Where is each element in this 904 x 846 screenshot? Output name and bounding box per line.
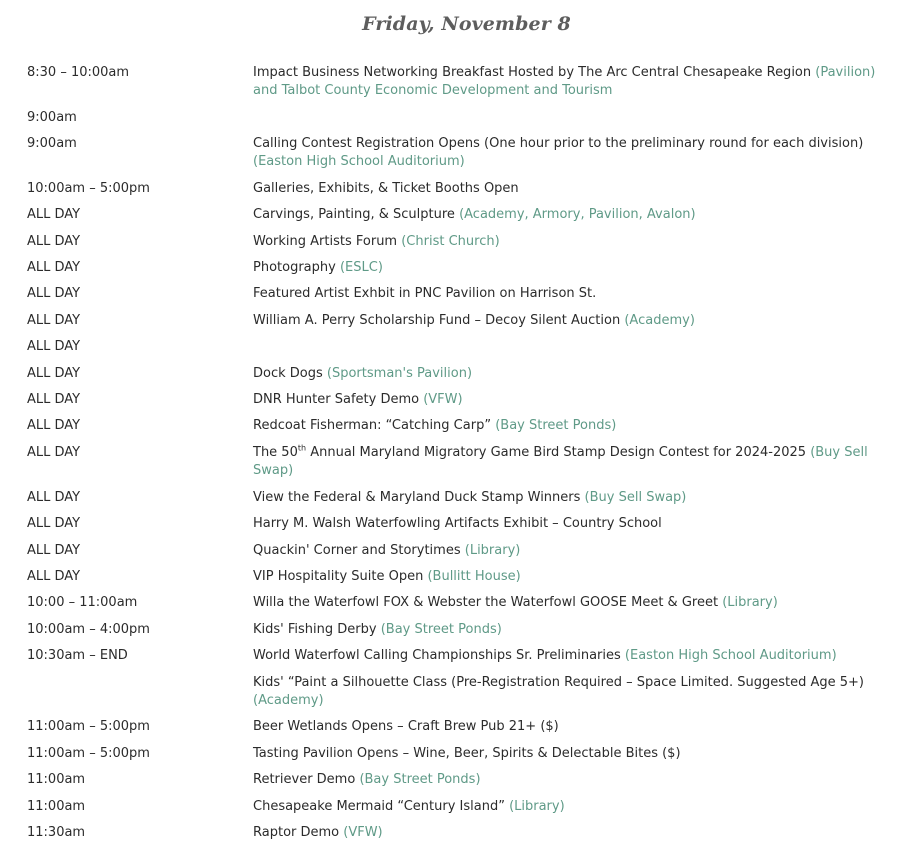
event-text: Calling Contest Registration Opens (One hour prior to the preliminary round for each division) — [253, 136, 864, 151]
event-location: (Easton High School Auditorium) — [253, 154, 465, 169]
event-text: Tasting Pavilion Opens – Wine, Beer, Spirits & Delectable Bites ($) — [253, 746, 681, 761]
event-description — [253, 417, 893, 435]
event-location: (Easton High School Auditorium) — [624, 648, 837, 663]
event-description — [253, 135, 893, 171]
event-text: William A. Perry Scholarship Fund – Decoy Silent Auction — [253, 313, 625, 328]
event-time: 10:00am – 5:00pm — [27, 181, 150, 196]
event-description — [253, 312, 893, 330]
event-location: (Buy Sell Swap) — [584, 490, 687, 505]
day-heading: Friday, November 8 — [362, 13, 571, 35]
event-location: (Bay Street Ponds) — [359, 772, 481, 787]
event-text: Kids' “Paint a Silhouette Class (Pre-Registration Required – Space Limited. Suggested Age 5+) — [253, 675, 864, 690]
event-description — [253, 718, 893, 736]
event-text: DNR Hunter Safety Demo — [253, 392, 424, 407]
event-text: Galleries, Exhibits, & Ticket Booths Open — [253, 181, 519, 196]
event-description — [253, 568, 893, 586]
event-description — [253, 674, 893, 710]
event-description — [253, 515, 893, 533]
event-time: ALL DAY — [27, 286, 81, 301]
event-description — [253, 365, 893, 383]
event-description — [253, 489, 893, 507]
event-time: ALL DAY — [27, 418, 81, 433]
event-time: 11:00am – 5:00pm — [27, 719, 150, 734]
event-text: Retriever Demo — [253, 772, 360, 787]
event-description — [253, 594, 893, 612]
event-time: 8:30 – 10:00am — [27, 65, 130, 80]
event-text: Carvings, Painting, & Sculpture — [253, 207, 460, 222]
event-description — [253, 391, 893, 409]
event-location: (VFW) — [423, 392, 463, 407]
event-time: ALL DAY — [27, 260, 81, 275]
event-time: ALL DAY — [27, 445, 81, 460]
event-description — [253, 621, 893, 639]
event-description — [253, 206, 893, 224]
event-location: (Library) — [722, 595, 778, 610]
event-text: Harry M. Walsh Waterfowling Artifacts Exhibit – Country School — [253, 516, 662, 531]
event-text: View the Federal & Maryland Duck Stamp Winners — [253, 490, 585, 505]
ordinal-suffix: th — [297, 443, 307, 453]
event-description — [253, 745, 893, 763]
event-time: ALL DAY — [27, 234, 81, 249]
event-location: (VFW) — [343, 825, 383, 840]
event-location: (Sportsman's Pavilion) — [326, 366, 473, 381]
event-location: (Bay Street Ponds) — [495, 418, 617, 433]
event-time: ALL DAY — [27, 207, 81, 222]
event-time: ALL DAY — [27, 569, 81, 584]
event-time: ALL DAY — [27, 490, 81, 505]
event-description — [253, 542, 893, 560]
event-text: Photography — [253, 260, 340, 275]
event-time: ALL DAY — [27, 366, 81, 381]
event-time: ALL DAY — [27, 339, 81, 354]
event-text: Quackin' Corner and Storytimes — [253, 543, 465, 558]
event-time: 11:00am — [27, 772, 86, 787]
event-location: (Bay Street Ponds) — [380, 622, 502, 637]
event-location: (Library) — [509, 799, 565, 814]
event-text: Beer Wetlands Opens – Craft Brew Pub 21+ ($) — [253, 719, 559, 734]
event-text: Dock Dogs — [253, 366, 327, 381]
event-description — [253, 259, 893, 277]
event-time: 10:00am – 4:00pm — [27, 622, 150, 637]
event-time: 10:00 – 11:00am — [27, 595, 138, 610]
event-text-prefix: The 50 — [253, 445, 298, 460]
event-text: Working Artists Forum — [253, 234, 402, 249]
event-time: 9:00am — [27, 136, 77, 151]
event-time: 9:00am — [27, 110, 77, 125]
event-time: 11:00am — [27, 799, 86, 814]
event-description — [253, 798, 893, 816]
event-time: ALL DAY — [27, 516, 81, 531]
event-text: Annual Maryland Migratory Game Bird Stamp Design Contest for 2024-2025 — [306, 445, 811, 460]
event-description — [253, 824, 893, 842]
event-text: Impact Business Networking Breakfast Hosted by The Arc Central Chesapeake Region — [253, 65, 816, 80]
event-location: (Christ Church) — [401, 234, 500, 249]
event-time: ALL DAY — [27, 392, 81, 407]
event-time: ALL DAY — [27, 543, 81, 558]
event-text: Chesapeake Mermaid “Century Island” — [253, 799, 510, 814]
event-text: Kids' Fishing Derby — [253, 622, 381, 637]
event-description — [253, 444, 893, 480]
event-location: (Academy, Armory, Pavilion, Avalon) — [459, 207, 696, 222]
event-time: 10:30am – END — [27, 648, 128, 663]
event-description — [253, 285, 893, 303]
event-location: (Academy) — [253, 693, 324, 708]
event-time: 11:30am — [27, 825, 86, 840]
event-text: Redcoat Fisherman: “Catching Carp” — [253, 418, 496, 433]
event-description — [253, 233, 893, 251]
event-description — [253, 647, 893, 665]
event-location: (Library) — [464, 543, 521, 558]
event-text: Featured Artist Exhbit in PNC Pavilion on Harrison St. — [253, 286, 597, 301]
event-location: (Academy) — [624, 313, 695, 328]
event-description — [253, 64, 893, 100]
event-description — [253, 771, 893, 789]
event-location: (Buy Sell Swap) — [253, 445, 868, 478]
event-text: Willa the Waterfowl FOX & Webster the Waterfowl GOOSE Meet & Greet — [253, 595, 723, 610]
event-location: (ESLC) — [339, 260, 383, 275]
event-text: World Waterfowl Calling Championships Sr. Preliminaries — [253, 648, 625, 663]
event-time: ALL DAY — [27, 313, 81, 328]
event-text: VIP Hospitality Suite Open — [253, 569, 428, 584]
event-description — [253, 180, 893, 198]
event-time: 11:00am – 5:00pm — [27, 746, 150, 761]
event-text: Raptor Demo — [253, 825, 344, 840]
event-location: (Bullitt House) — [427, 569, 521, 584]
event-location: (Pavilion) and Talbot County Economic Development and Tourism — [253, 65, 876, 98]
